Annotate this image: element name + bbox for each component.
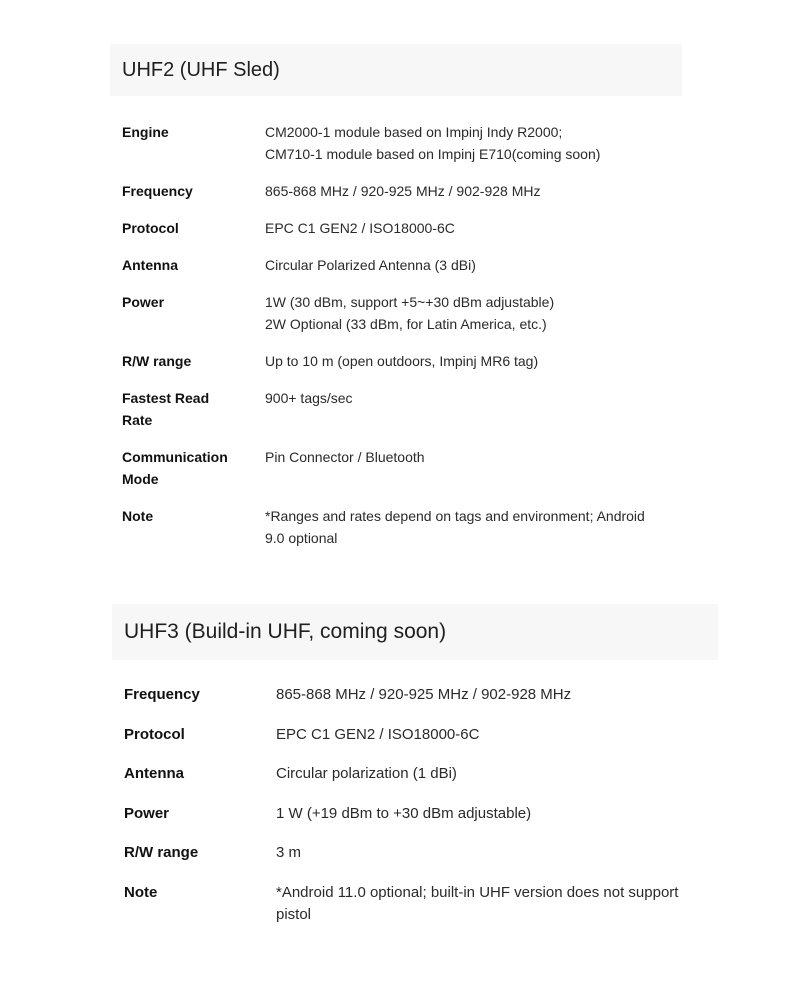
spec-label bbox=[122, 217, 265, 239]
spec-value-line: 865-868 MHz / 920-925 MHz / 902-928 MHz bbox=[265, 183, 541, 199]
spec-value bbox=[265, 446, 682, 490]
uhf3-spec-section bbox=[112, 604, 718, 943]
spec-value-line: Pin Connector / Bluetooth bbox=[265, 449, 425, 465]
spec-label bbox=[122, 180, 265, 202]
spec-label bbox=[122, 387, 265, 431]
spec-value bbox=[265, 291, 682, 335]
spec-row bbox=[124, 684, 718, 706]
spec-value bbox=[276, 724, 718, 746]
spec-row bbox=[124, 882, 718, 926]
spec-row bbox=[122, 291, 682, 335]
spec-label-line: Frequency bbox=[124, 686, 200, 703]
spec-label-line: Protocol bbox=[122, 220, 179, 236]
spec-value bbox=[276, 882, 718, 926]
spec-label-line: Protocol bbox=[124, 725, 185, 743]
spec-row bbox=[124, 842, 718, 864]
spec-label bbox=[122, 291, 265, 335]
spec-value bbox=[265, 121, 682, 165]
spec-value bbox=[276, 684, 718, 706]
spec-value-line: 865-868 MHz / 920-925 MHz / 902-928 MHz bbox=[276, 686, 572, 703]
spec-row bbox=[124, 803, 718, 825]
spec-row bbox=[124, 763, 718, 785]
spec-value-line: *Android 11.0 optional; built-in UHF version does not support bbox=[276, 883, 679, 901]
uhf3-spec-table bbox=[124, 684, 718, 926]
spec-label-line: Mode bbox=[122, 471, 159, 487]
spec-row bbox=[122, 446, 682, 490]
spec-label bbox=[122, 505, 265, 549]
spec-label bbox=[122, 446, 265, 490]
spec-label bbox=[122, 350, 265, 372]
spec-value-line: CM2000-1 module based on Impinj Indy R2000; bbox=[265, 124, 563, 140]
spec-label-line: R/W range bbox=[122, 353, 192, 369]
spec-value-line: pistol bbox=[276, 905, 312, 923]
spec-label bbox=[124, 803, 276, 825]
spec-value bbox=[265, 505, 682, 549]
spec-label-line: Note bbox=[124, 883, 158, 901]
spec-row bbox=[122, 505, 682, 549]
spec-value-line: 900+ tags/sec bbox=[265, 390, 353, 406]
uhf3-section-title: UHF3 (Build-in UHF, coming soon) bbox=[112, 604, 718, 660]
spec-label-line: Power bbox=[124, 804, 170, 822]
spec-label-line: Antenna bbox=[124, 765, 184, 782]
spec-value-line: 1 W (+19 dBm to +30 dBm adjustable) bbox=[276, 804, 532, 822]
spec-label bbox=[122, 121, 265, 165]
spec-label-line: Power bbox=[122, 294, 165, 310]
spec-value-line: EPC C1 GEN2 / ISO18000-6C bbox=[276, 725, 480, 743]
spec-label-line: Fastest Read bbox=[122, 390, 210, 406]
spec-row bbox=[122, 387, 682, 431]
spec-value-line: 3 m bbox=[276, 844, 302, 861]
spec-value-line: EPC C1 GEN2 / ISO18000-6C bbox=[265, 220, 455, 236]
spec-label bbox=[124, 842, 276, 864]
spec-label bbox=[124, 684, 276, 706]
spec-label-line: R/W range bbox=[124, 844, 199, 861]
spec-row bbox=[122, 180, 682, 202]
spec-value-line: 1W (30 dBm, support +5~+30 dBm adjustable) bbox=[265, 294, 555, 310]
spec-value-line: Up to 10 m (open outdoors, Impinj MR6 tag) bbox=[265, 353, 539, 369]
spec-value bbox=[265, 387, 682, 431]
spec-value-line: Circular Polarized Antenna (3 dBi) bbox=[265, 257, 476, 273]
spec-value bbox=[265, 254, 682, 276]
spec-value-line: 2W Optional (33 dBm, for Latin America, etc.) bbox=[265, 316, 547, 332]
spec-row bbox=[122, 217, 682, 239]
spec-row bbox=[124, 724, 718, 746]
spec-label-line: Engine bbox=[122, 124, 169, 140]
spec-label bbox=[122, 254, 265, 276]
spec-value bbox=[276, 842, 718, 864]
spec-label-line: Note bbox=[122, 508, 154, 524]
spec-label-line: Antenna bbox=[122, 257, 178, 273]
spec-value bbox=[276, 763, 718, 785]
spec-label bbox=[124, 724, 276, 746]
spec-label-line: Communication bbox=[122, 449, 228, 465]
spec-value bbox=[265, 350, 682, 372]
spec-label bbox=[124, 882, 276, 926]
uhf2-spec-section bbox=[110, 44, 682, 564]
spec-value-line: Circular polarization (1 dBi) bbox=[276, 765, 457, 782]
uhf2-section-title: UHF2 (UHF Sled) bbox=[110, 44, 682, 96]
spec-label-line: Rate bbox=[122, 412, 153, 428]
uhf2-spec-table bbox=[122, 121, 682, 549]
spec-value bbox=[265, 180, 682, 202]
spec-value bbox=[276, 803, 718, 825]
spec-row bbox=[122, 350, 682, 372]
spec-label-line: Frequency bbox=[122, 183, 193, 199]
spec-value-line: *Ranges and rates depend on tags and environment; Android bbox=[265, 508, 645, 524]
spec-value-line: CM710-1 module based on Impinj E710(coming soon) bbox=[265, 146, 601, 162]
spec-value-line: 9.0 optional bbox=[265, 530, 338, 546]
spec-label bbox=[124, 763, 276, 785]
spec-row bbox=[122, 121, 682, 165]
spec-row bbox=[122, 254, 682, 276]
spec-value bbox=[265, 217, 682, 239]
